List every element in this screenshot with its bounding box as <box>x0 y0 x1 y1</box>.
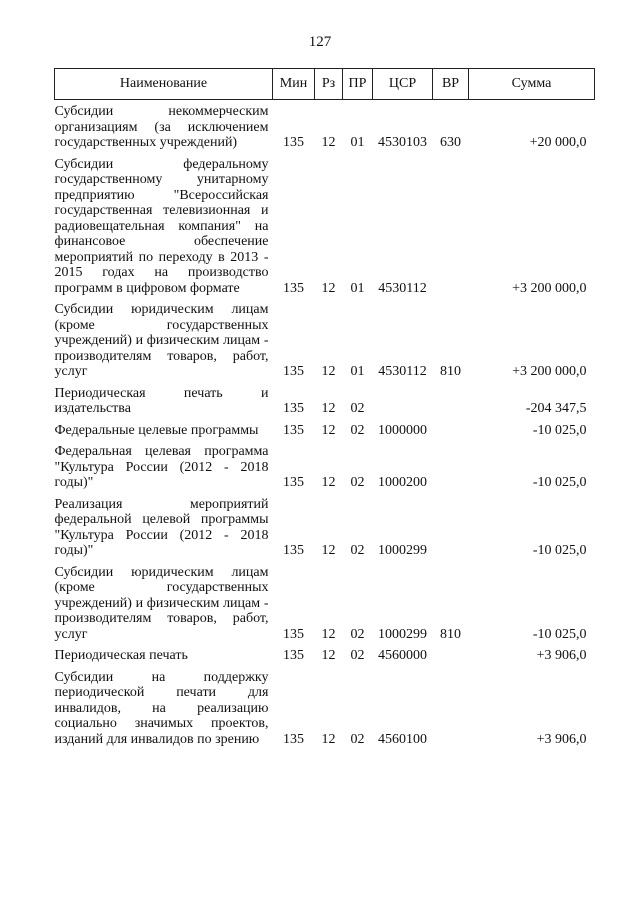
table-row <box>55 642 595 664</box>
row-name: Периодическая печать и издательства <box>54 385 269 416</box>
row-pr: 02 <box>350 475 365 490</box>
header-csr: ЦСР <box>373 69 433 100</box>
header-name: Наименование <box>55 69 273 100</box>
row-name: Федеральные целевые программы <box>54 422 259 438</box>
row-rz: 12 <box>321 543 336 558</box>
row-min: 135 <box>283 401 304 416</box>
row-sum: +3 200 000,0 <box>512 280 587 296</box>
row-csr: 4530112 <box>378 280 427 296</box>
row-csr: 4560000 <box>378 648 427 663</box>
row-sum: -10 025,0 <box>532 626 587 642</box>
table-row <box>55 417 595 439</box>
row-name: Федеральная целевая программа "Культура России (2012 - 2018 годы)" <box>54 444 269 490</box>
table-row <box>55 100 595 151</box>
page-number: 127 <box>308 34 332 50</box>
row-sum: -10 025,0 <box>532 475 587 490</box>
row-rz: 12 <box>321 475 336 490</box>
row-rz: 12 <box>321 648 336 663</box>
row-vr <box>433 664 469 748</box>
header-min: Мин <box>273 69 315 100</box>
row-sum: +3 906,0 <box>536 731 587 747</box>
table-header <box>55 69 595 100</box>
row-vr <box>433 417 469 439</box>
row-pr: 02 <box>350 422 365 438</box>
row-pr: 01 <box>350 135 365 150</box>
budget-table <box>54 68 595 747</box>
row-vr <box>433 438 469 491</box>
row-vr: 810 <box>440 364 461 379</box>
row-csr <box>373 380 433 417</box>
row-min: 135 <box>283 648 304 663</box>
row-pr: 02 <box>350 401 365 416</box>
row-min: 135 <box>283 135 304 150</box>
row-pr: 01 <box>350 280 365 296</box>
table-row <box>55 296 595 380</box>
row-name: Реализация мероприятий федеральной целевой программы "Культура России (2012 - 2018 годы)" <box>54 496 269 558</box>
row-vr: 630 <box>440 135 461 150</box>
row-min: 135 <box>283 280 304 296</box>
row-rz: 12 <box>321 422 336 438</box>
row-vr <box>433 380 469 417</box>
row-rz: 12 <box>321 135 336 150</box>
row-pr: 02 <box>350 731 365 747</box>
row-min: 135 <box>283 475 304 490</box>
row-csr: 1000200 <box>378 475 427 490</box>
header-rz: Рз <box>315 69 343 100</box>
row-csr: 4530112 <box>378 364 427 379</box>
row-min: 135 <box>283 731 304 747</box>
row-csr: 4560100 <box>378 731 427 747</box>
row-rz: 12 <box>321 731 336 747</box>
row-csr: 4530103 <box>378 135 427 150</box>
table-row <box>55 151 595 297</box>
table-row <box>55 664 595 748</box>
row-name: Субсидии некоммерческим организациям (за исключением государственных учреждений) <box>54 104 269 150</box>
row-sum: +20 000,0 <box>529 135 587 150</box>
row-rz: 12 <box>321 401 336 416</box>
table-row <box>55 491 595 559</box>
row-min: 135 <box>283 364 304 379</box>
row-pr: 01 <box>350 364 365 379</box>
table-row <box>55 438 595 491</box>
header-pr: ПР <box>343 69 373 100</box>
row-sum: +3 906,0 <box>536 648 587 663</box>
row-rz: 12 <box>321 280 336 296</box>
row-name: Субсидии юридическим лицам (кроме государственных учреждений) и физическим лицам - производителям товаров, работ, услуг <box>54 302 269 379</box>
row-csr: 1000000 <box>378 422 427 438</box>
row-csr: 1000299 <box>378 543 427 558</box>
header-sum: Сумма <box>469 69 595 100</box>
row-name: Субсидии на поддержку периодической печати для инвалидов, на реализацию социально значимых проектов, изданий для инвалидов по зрению <box>54 669 269 747</box>
table-row <box>55 559 595 643</box>
row-sum: -10 025,0 <box>532 543 587 558</box>
row-pr: 02 <box>350 543 365 558</box>
row-min: 135 <box>283 422 304 438</box>
row-sum: -10 025,0 <box>532 422 587 438</box>
row-rz: 12 <box>321 626 336 642</box>
row-sum: +3 200 000,0 <box>512 364 587 379</box>
row-name: Субсидии юридическим лицам (кроме государственных учреждений) и физическим лицам - производителям товаров, работ, услуг <box>54 564 269 642</box>
header-vr: ВР <box>433 69 469 100</box>
row-min: 135 <box>283 543 304 558</box>
row-name: Периодическая печать <box>54 648 188 663</box>
row-csr: 1000299 <box>378 626 427 642</box>
row-sum: -204 347,5 <box>525 401 587 416</box>
table-row <box>55 380 595 417</box>
row-rz: 12 <box>321 364 336 379</box>
row-vr <box>433 642 469 664</box>
row-pr: 02 <box>350 648 365 663</box>
row-pr: 02 <box>350 626 365 642</box>
row-min: 135 <box>283 626 304 642</box>
row-vr: 810 <box>440 626 461 642</box>
row-name: Субсидии федеральному государственному унитарному предприятию "Всероссийская государственная телевизионная и радиовещательная компания" на финансовое обеспечение мероприятий по переходу в 2013 - 2015 годах на производство программ в цифровом формате <box>54 156 269 296</box>
row-vr <box>433 491 469 559</box>
row-vr <box>433 151 469 297</box>
